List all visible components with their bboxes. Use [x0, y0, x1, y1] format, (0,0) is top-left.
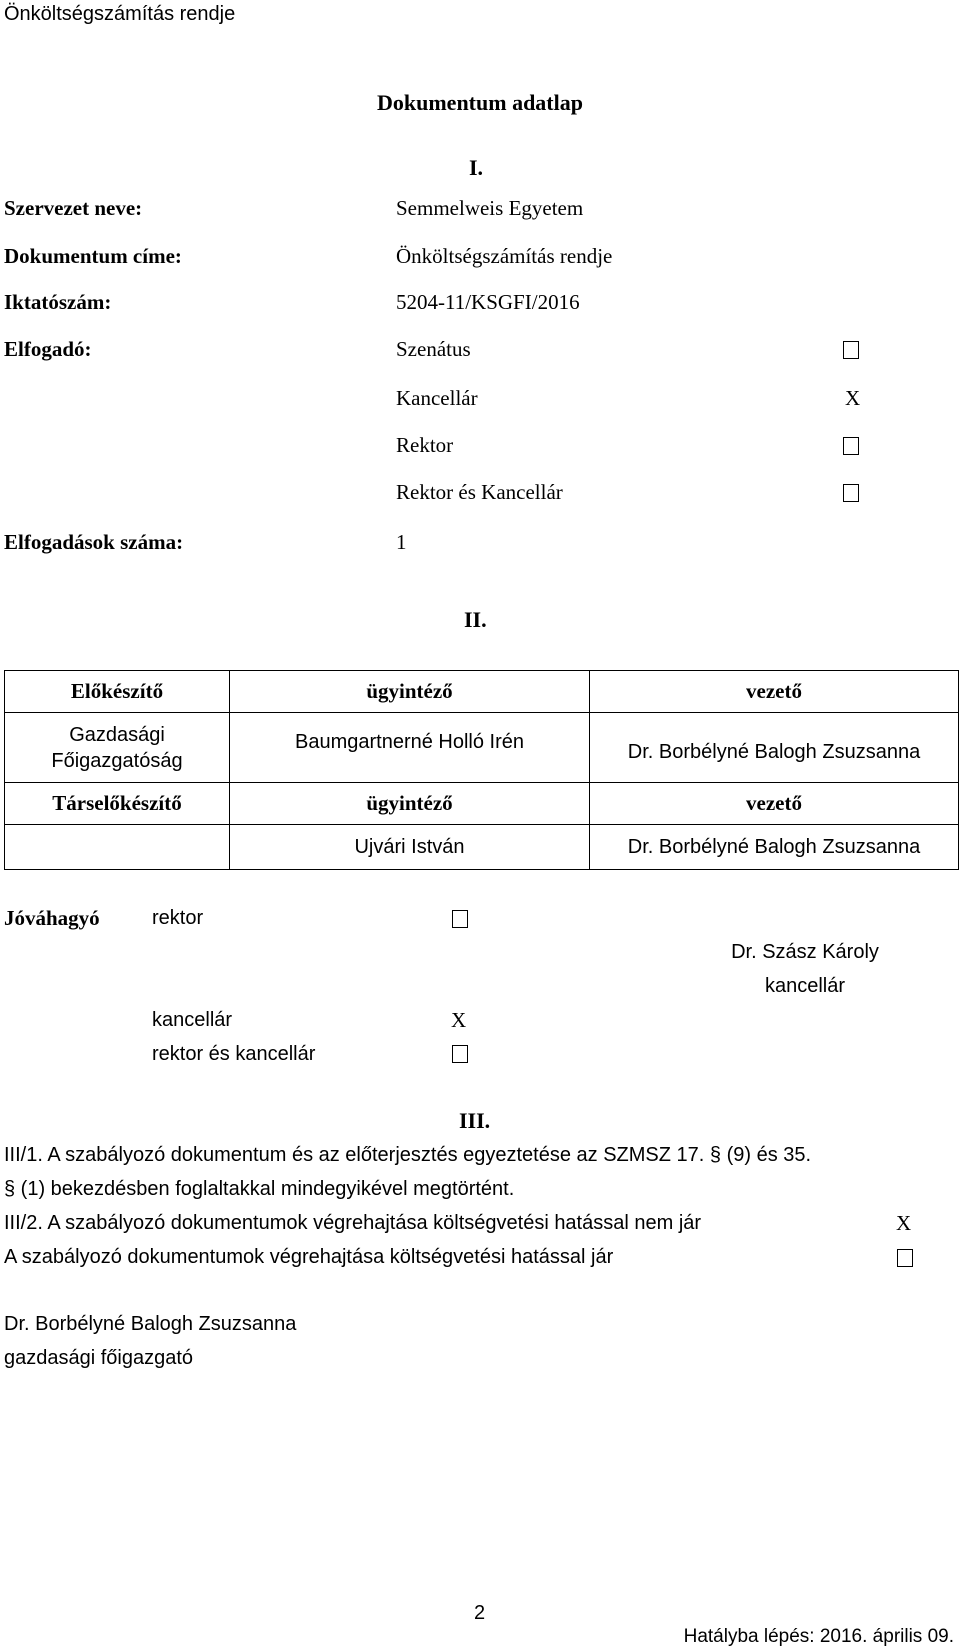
adopter-option-label: Rektor és Kancellár — [396, 480, 563, 504]
approval-label: Jóváhagyó — [4, 906, 100, 930]
preparer-header-cell: Előkészítő — [5, 671, 230, 713]
section-1-heading: I. — [469, 155, 484, 180]
effective-date: Hatályba lépés: 2016. április 09. — [683, 1626, 954, 1647]
consultation-paragraph-line: III/1. A szabályozó dokumentum és az előterjesztés egyeztetése az SZMSZ 17. § (9) és 35. — [4, 1144, 812, 1166]
head-header-cell: vezető — [590, 783, 959, 825]
budget-impact-none-mark: X — [896, 1211, 912, 1235]
organization-label: Szervezet neve: — [4, 196, 143, 220]
adopter-checkbox — [843, 341, 859, 359]
document-title-label: Dokumentum címe: — [4, 244, 182, 268]
preparer-officer-cell: Baumgartnerné Holló Irén — [230, 713, 590, 783]
adopter-option-label: Rektor — [396, 433, 454, 457]
running-header: Önköltségszámítás rendje — [4, 3, 236, 25]
approval-option-label: rektor — [152, 907, 204, 929]
budget-impact-yes-checkbox — [897, 1249, 913, 1267]
adopter-checkbox — [843, 484, 859, 502]
co-preparer-header-row — [5, 783, 959, 825]
director-name: Dr. Borbélyné Balogh Zsuzsanna — [4, 1313, 297, 1335]
registration-number-label: Iktatószám: — [4, 290, 112, 314]
head-header-cell: vezető — [590, 671, 959, 713]
adopter-option-label: Kancellár — [396, 386, 478, 410]
preparer-unit-line: Gazdasági — [69, 723, 165, 746]
page-title: Dokumentum adatlap — [377, 90, 583, 115]
co-preparer-row — [5, 825, 959, 870]
budget-impact-yes-text: A szabályozó dokumentumok végrehajtása költségvetési hatással jár — [4, 1246, 614, 1268]
preparer-unit-line: Főigazgatóság — [51, 749, 183, 772]
approval-option-label: rektor és kancellár — [152, 1043, 316, 1065]
approver-name: Dr. Szász Károly — [731, 941, 879, 963]
section-2-heading: II. — [464, 607, 487, 632]
adoption-count-label: Elfogadások száma: — [4, 530, 184, 554]
co-preparer-unit-cell — [5, 825, 230, 870]
director-title: gazdasági főigazgató — [4, 1347, 194, 1369]
approval-checkbox — [452, 1045, 468, 1063]
approver-title: kancellár — [764, 975, 846, 997]
adoption-count-value: 1 — [396, 530, 407, 554]
co-preparer-officer-cell: Ujvári István — [230, 825, 590, 870]
preparer-head-cell: Dr. Borbélyné Balogh Zsuzsanna — [590, 713, 959, 783]
document-title-value: Önköltségszámítás rendje — [396, 244, 613, 268]
registration-number-value: 5204-11/KSGFI/2016 — [396, 290, 580, 314]
approval-checkbox-mark: X — [451, 1008, 467, 1032]
adopter-checkbox — [843, 437, 859, 455]
preparer-header-row — [5, 671, 959, 713]
page-number: 2 — [474, 1602, 486, 1624]
preparer-table — [4, 670, 959, 870]
approval-checkbox — [452, 910, 468, 928]
approval-option-label: kancellár — [152, 1009, 233, 1031]
preparer-row — [5, 713, 959, 783]
organization-value: Semmelweis Egyetem — [396, 196, 584, 220]
officer-header-cell: ügyintéző — [230, 783, 590, 825]
consultation-paragraph-line: § (1) bekezdésben foglaltakkal mindegyikével megtörtént. — [4, 1178, 515, 1200]
adopter-option-label: Szenátus — [396, 337, 471, 361]
officer-header-cell: ügyintéző — [230, 671, 590, 713]
section-3-heading: III. — [459, 1108, 491, 1133]
adopter-label: Elfogadó: — [4, 337, 92, 361]
preparer-unit-cell — [5, 713, 230, 783]
adopter-checkbox-mark: X — [845, 386, 861, 410]
budget-impact-none-text: III/2. A szabályozó dokumentumok végrehajtása költségvetési hatással nem jár — [4, 1212, 702, 1234]
co-preparer-head-cell: Dr. Borbélyné Balogh Zsuzsanna — [590, 825, 959, 870]
co-preparer-header-cell: Társelőkészítő — [5, 783, 230, 825]
